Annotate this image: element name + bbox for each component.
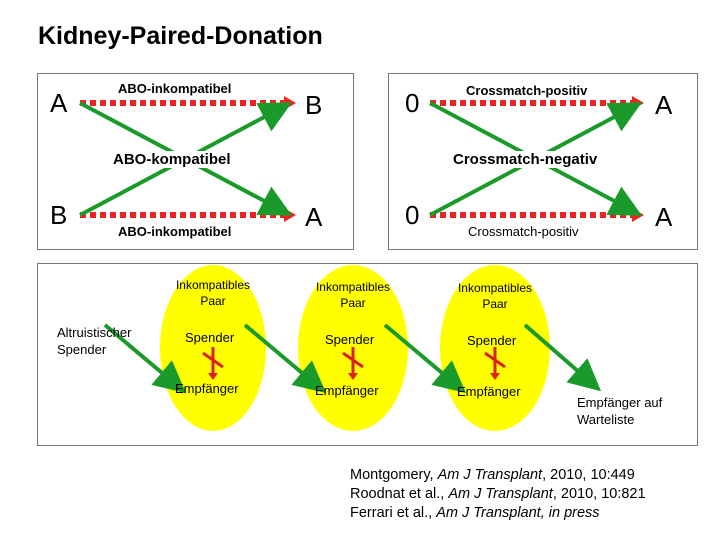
abo-incompatible-top: ABO-inkompatibel [118,81,232,96]
pair-1-recipient: Empfänger [175,381,239,396]
pair-1-heading: Inkompatibles Paar [175,278,251,308]
waitlist-recipient-label: Empfänger auf Warteliste [577,395,663,427]
crossmatch-positive-bottom: Crossmatch-positiv [468,224,579,239]
recipient-a-label: A [305,202,323,232]
citation-1: Montgomery, Am J Transplant, 2010, 10:449 [350,467,635,483]
donor-0-top: 0 [405,88,420,118]
citations [350,466,646,523]
chain-arrow-pair1 [245,325,320,388]
pair-2-heading: Inkompatibles Paar [315,280,391,310]
incompatible-arrowhead-2 [284,208,296,222]
blocked-arrowhead-1 [208,373,218,380]
crossmatch-positive-top: Crossmatch-positiv [466,83,588,98]
altruistic-donor-label: Altruistischer Spender [57,325,132,357]
pair-3-heading: Inkompatibles Paar [457,281,533,311]
recipient-b-label: B [305,90,323,120]
incompatible-arrowhead-1 [284,96,296,110]
pair-2-donor: Spender [325,332,375,347]
blocked-link-2 [343,347,363,375]
donor-0-bottom: 0 [405,200,420,230]
blocked-link-1 [203,347,223,375]
recipient-a-bottom: A [655,202,673,232]
crossmatch-negative-label: Crossmatch-negativ [450,151,600,168]
pair-2-recipient: Empfänger [315,383,379,398]
citation-2: Roodnat et al., Am J Transplant, 2010, 10:821 [350,486,646,502]
chain-arrow-pair3 [525,325,595,386]
donor-b-label: B [50,200,68,230]
page-title: Kidney-Paired-Donation [38,22,323,50]
donor-a-label: A [50,88,68,118]
blocked-arrowhead-2 [348,373,358,380]
pair-3-recipient: Empfänger [457,384,521,399]
recipient-a-top: A [655,90,673,120]
chain-arrow-pair2 [385,325,460,388]
abo-compatible-label: ABO-kompatibel [110,151,234,168]
pair-3-donor: Spender [467,333,517,348]
citation-3: Ferrari et al., Am J Transplant, in press [350,505,600,521]
blocked-link-3 [485,347,505,375]
pair-1-donor: Spender [185,330,235,345]
blocked-arrowhead-3 [490,373,500,380]
abo-incompatible-bottom: ABO-inkompatibel [118,224,232,239]
